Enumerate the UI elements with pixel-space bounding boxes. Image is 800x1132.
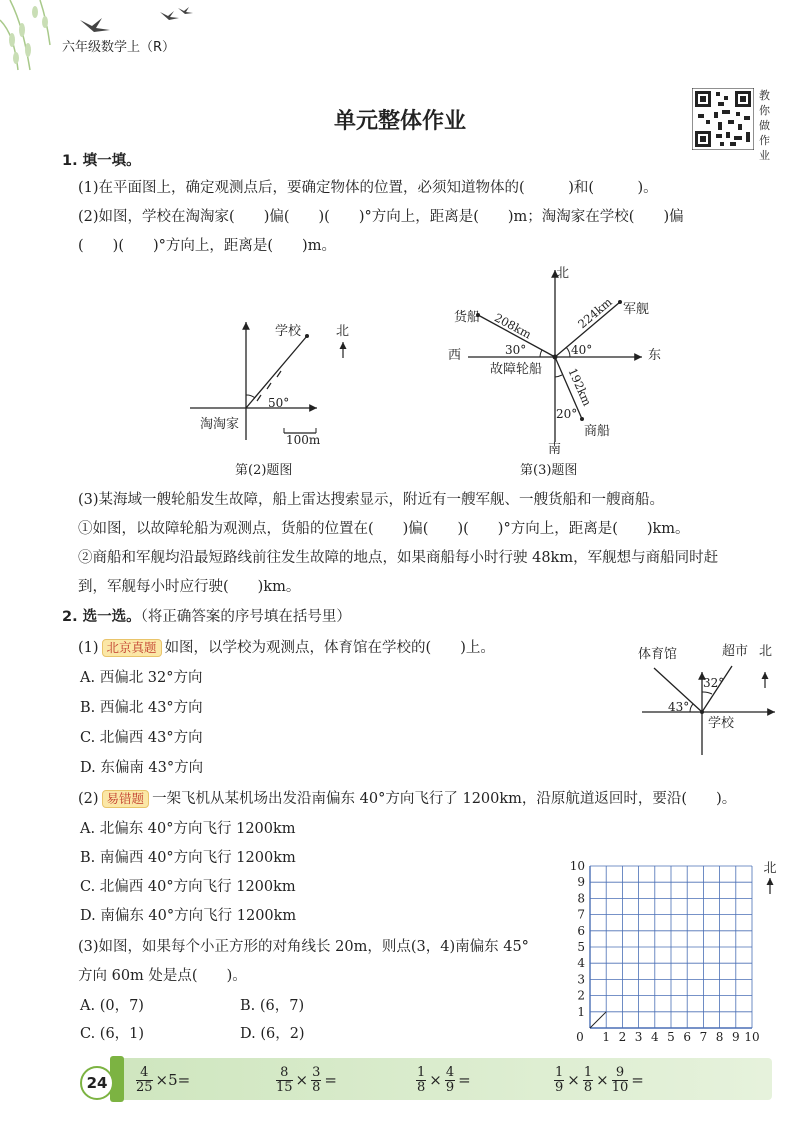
fig3-warship-label: 军舰 [623, 302, 650, 317]
fraction: $\frac{4}{9}$ [445, 1064, 455, 1095]
x-tick-label: 5 [667, 1030, 675, 1044]
beijing-exam-badge: 北京真题 [102, 639, 162, 657]
q1-part2-line1: (2)如图，学校在淘淘家( )偏( )( )°方向上，距离是( )m；淘淘家在学校( )偏 [78, 209, 684, 225]
q2-s3-option-a: A. (0，7) [80, 998, 144, 1014]
operator: = [324, 1071, 337, 1089]
fraction: $\frac{1}{8}$ [583, 1064, 593, 1095]
y-tick-label: 5 [577, 940, 585, 954]
fig2-scale-label: 100m [286, 433, 321, 447]
page-number: 24 [80, 1066, 114, 1100]
fraction: $\frac{1}{8}$ [417, 1064, 426, 1095]
x-tick-label: 0 [576, 1030, 584, 1044]
x-tick-label: 2 [618, 1030, 627, 1044]
q2-s2-option-a: A. 北偏东 40°方向飞行 1200km [80, 821, 296, 837]
q2-heading-note: （将正确答案的序号填在括号里） [140, 609, 351, 625]
diagonal-example [590, 1012, 606, 1028]
series-label: 六年级数学上（R） [62, 40, 176, 55]
calc-item [553, 1062, 646, 1098]
operator: ×5= [155, 1071, 191, 1089]
x-tick-label: 4 [650, 1030, 659, 1044]
q2-heading: 2. 选一选。 [62, 609, 141, 625]
fig3-west-label: 西 [448, 348, 462, 363]
fig-q2-market-label: 超市 [722, 644, 749, 659]
calc-item [275, 1062, 339, 1098]
fig3-south-label: 南 [548, 442, 562, 457]
operator: = [631, 1071, 644, 1089]
fig2-school-label: 学校 [275, 324, 302, 339]
y-tick-label: 9 [577, 875, 585, 890]
fig3-angle-40: 40° [571, 343, 593, 357]
q2-s3-line2: 方向 60m 处是点( )。 [78, 968, 247, 984]
y-tick-label: 7 [577, 907, 585, 922]
y-tick-label: 4 [577, 956, 585, 971]
fraction: $\frac{8}{15}$ [276, 1064, 293, 1095]
x-tick-label: 9 [731, 1030, 740, 1044]
q1-part1: (1)在平面图上，确定观测点后，要确定物体的位置，必须知道物体的( )和( )。 [78, 180, 658, 196]
y-tick-label: 8 [577, 891, 585, 906]
x-tick-label: 1 [602, 1030, 611, 1044]
q2-s3-line1: (3)如图，如果每个小正方形的对角线长 20m，则点(3，4)南偏东 45° [78, 939, 529, 955]
q1-heading: 1. 填一填。 [62, 153, 141, 169]
fig3-caption: 第(3)题图 [520, 463, 578, 478]
q1-part2-line2: ( )( )°方向上，距离是( )m。 [78, 238, 336, 254]
fig-q2-north-label: 北 [759, 644, 773, 659]
calc-item [135, 1062, 192, 1098]
fig-q2-school-label: 学校 [708, 716, 735, 731]
coordinate-grid [560, 858, 790, 1048]
fig3-merchant-label: 商船 [584, 424, 611, 439]
y-tick-label: 1 [577, 1004, 585, 1019]
fig-q2-angle-43: 43° [668, 700, 690, 714]
fig2-north-label: 北 [336, 324, 350, 339]
fig2-caption: 第(2)题图 [235, 463, 293, 478]
x-tick-label: 6 [683, 1030, 692, 1044]
y-tick-label: 10 [569, 859, 585, 873]
fig3-cargo-distance: 208km [492, 310, 534, 342]
operator: × [295, 1071, 309, 1089]
fig3-warship-distance: 224km [575, 294, 615, 332]
x-tick-label: 3 [634, 1030, 643, 1044]
page-title: 单元整体作业 [333, 109, 466, 134]
q1-part3-sub1: ①如图，以故障轮船为观测点，货船的位置在( )偏( )( )°方向上，距离是( )km。 [78, 521, 690, 537]
fig3-ship-label: 故障轮船 [490, 362, 543, 377]
qr-caption: 教你做作业 [759, 89, 770, 162]
q2-s2-text: 一架飞机从某机场出发沿南偏东 40°方向飞行了 1200km，沿原航道返回时，要沿( )。 [152, 791, 737, 807]
fraction: $\frac{9}{10}$ [611, 1064, 629, 1095]
q2-s2-option-d: D. 南偏东 40°方向飞行 1200km [80, 908, 297, 924]
q2-s3-option-c: C. (6，1) [80, 1026, 145, 1042]
q1-part3-sub2-line2: 到，军舰每小时应行驶( )km。 [78, 579, 301, 595]
calc-exercises [135, 1062, 755, 1098]
q2-s3-option-b: B. (6，7) [240, 998, 305, 1014]
fig3-north-label: 北 [556, 266, 570, 281]
fig2-angle-label: 50° [268, 396, 290, 410]
grid-north-label: 北 [763, 861, 777, 876]
x-tick-label: 7 [699, 1030, 708, 1044]
qr-code-icon [692, 88, 754, 150]
fig3-east-label: 东 [648, 348, 662, 363]
fraction: $\frac{3}{8}$ [312, 1064, 321, 1095]
q2-s1-option-b: B. 西偏北 43°方向 [80, 700, 203, 716]
q1-part3: (3)某海域一艘轮船发生故障，船上雷达搜索显示，附近有一艘军舰、一艘货船和一艘商船。 [78, 492, 665, 508]
q2-s1-option-d: D. 东偏南 43°方向 [80, 760, 204, 776]
fig-q2-gym-label: 体育馆 [638, 647, 678, 662]
fig3-cargo-label: 货船 [454, 310, 481, 325]
y-tick-label: 6 [577, 923, 585, 938]
y-tick-label: 2 [577, 988, 585, 1003]
error-prone-badge: 易错题 [102, 790, 150, 808]
fig3-angle-30: 30° [505, 343, 527, 357]
x-tick-label: 8 [715, 1030, 724, 1044]
q2-s2-option-c: C. 北偏西 40°方向飞行 1200km [80, 879, 296, 895]
q2-s1-option-c: C. 北偏西 43°方向 [80, 730, 203, 746]
calc-item [415, 1062, 473, 1098]
q2-s1-number: (1) [78, 640, 99, 656]
operator: = [458, 1071, 471, 1089]
fig-q2-angle-32: 32° [703, 676, 725, 690]
fig3-merchant-distance: 192km [565, 365, 595, 409]
q2-s1-option-a: A. 西偏北 32°方向 [80, 670, 203, 686]
fig2-home-label: 淘淘家 [200, 417, 240, 432]
x-tick-label: 10 [744, 1030, 760, 1044]
fraction: $\frac{1}{9}$ [555, 1064, 564, 1095]
swallow-icon [80, 7, 193, 32]
q2-s2-option-b: B. 南偏西 40°方向飞行 1200km [80, 850, 296, 866]
operator: × [567, 1071, 580, 1089]
operator: × [429, 1071, 442, 1089]
q2-s1-text: 如图，以学校为观测点，体育馆在学校的( )上。 [164, 640, 495, 656]
q2-s3-option-d: D. (6，2) [240, 1026, 305, 1042]
fraction: $\frac{4}{25}$ [136, 1064, 153, 1095]
y-tick-label: 3 [577, 972, 585, 987]
operator: × [596, 1071, 609, 1089]
q2-s2-number: (2) [78, 791, 99, 807]
fig3-angle-20: 20° [556, 407, 578, 421]
q1-part3-sub2-line1: ②商船和军舰均沿最短路线前往发生故障的地点，如果商船每小时行驶 48km，军舰想与商船同时赶 [78, 550, 719, 566]
